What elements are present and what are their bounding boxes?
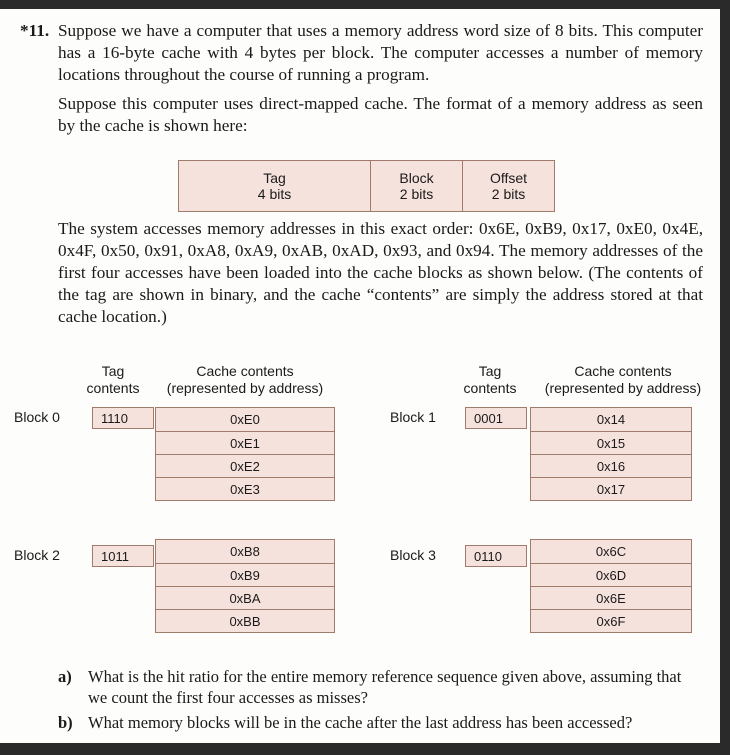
problem-number: *11. — [20, 21, 50, 40]
cache-cell: 0x16 — [531, 454, 691, 477]
address-format-diagram — [178, 160, 555, 212]
cache-contents-header: Cache contents (represented by address) — [166, 363, 324, 396]
block-field: Block 2 bits — [370, 161, 462, 211]
cache-cell: 0xB8 — [230, 544, 260, 559]
cache-cell: 0xB9 — [156, 563, 334, 586]
cache-cell: 0xE2 — [156, 454, 334, 477]
cache-cell: 0x15 — [531, 431, 691, 454]
block-2-tag: 1011 — [92, 545, 154, 567]
cache-cell: 0xBA — [156, 586, 334, 609]
textbook-page — [0, 9, 720, 743]
tag-field: Tag 4 bits — [257, 170, 292, 202]
cache-contents-header: Cache contents (represented by address) — [544, 363, 702, 396]
cache-cell: 0x6C — [595, 544, 627, 559]
cache-cell: 0xE1 — [156, 431, 334, 454]
tag-contents-header: Tag contents — [463, 363, 517, 396]
block-2-label: Block 2 — [14, 547, 60, 563]
block-2-contents — [155, 539, 335, 633]
block-3-label: Block 3 — [390, 547, 436, 563]
cache-cell: 0x6E — [531, 586, 691, 609]
block-3-contents — [530, 539, 692, 633]
question-a: a) What is the hit ratio for the entire memory reference sequence given above, assuming that we count the first four accesses as misses? — [58, 667, 682, 707]
cache-cell: 0x6D — [531, 563, 691, 586]
cache-cell: 0x6F — [531, 609, 691, 632]
access-sequence-text: The system accesses memory addresses in this exact order: 0x6E, 0xB9, 0x17, 0xE0, 0x4E, 0x4F, 0x50, 0x91, 0xA8, 0xA9, 0xAB, 0xAD, 0x93, and 0x94. The memory addresses of the first four accesses have been loaded into the cache blocks as shown below. (The contents of the tag are shown in binary, and the cache “contents” are simply the address stored at that cache location.) — [58, 219, 703, 326]
block-0-label: Block 0 — [14, 409, 60, 425]
block-1-label: Block 1 — [390, 409, 436, 425]
offset-field: Offset 2 bits — [462, 161, 554, 211]
cache-cell: 0xE3 — [156, 477, 334, 500]
cache-cell: 0xE0 — [230, 412, 260, 427]
block-3-tag: 0110 — [465, 545, 527, 567]
cache-cell: 0x14 — [596, 412, 626, 427]
block-0-tag: 1110 — [92, 407, 154, 429]
question-b: b) What memory blocks will be in the cache after the last address has been accessed? — [58, 713, 633, 732]
block-1-tag: 0001 — [465, 407, 527, 429]
cache-cell: 0xBB — [156, 609, 334, 632]
cache-cell: 0x17 — [531, 477, 691, 500]
problem-intro-text: Suppose we have a computer that uses a memory address word size of 8 bits. This computer has a 16-byte cache with 4 bytes per block. The computer accesses a number of memory locations throughout the course of running a program. — [58, 21, 703, 84]
format-description: Suppose this computer uses direct-mapped cache. The format of a memory address as seen by the cache is shown here: — [58, 94, 703, 135]
block-0-contents — [155, 407, 335, 501]
block-1-contents — [530, 407, 692, 501]
tag-contents-header: Tag contents — [86, 363, 140, 396]
